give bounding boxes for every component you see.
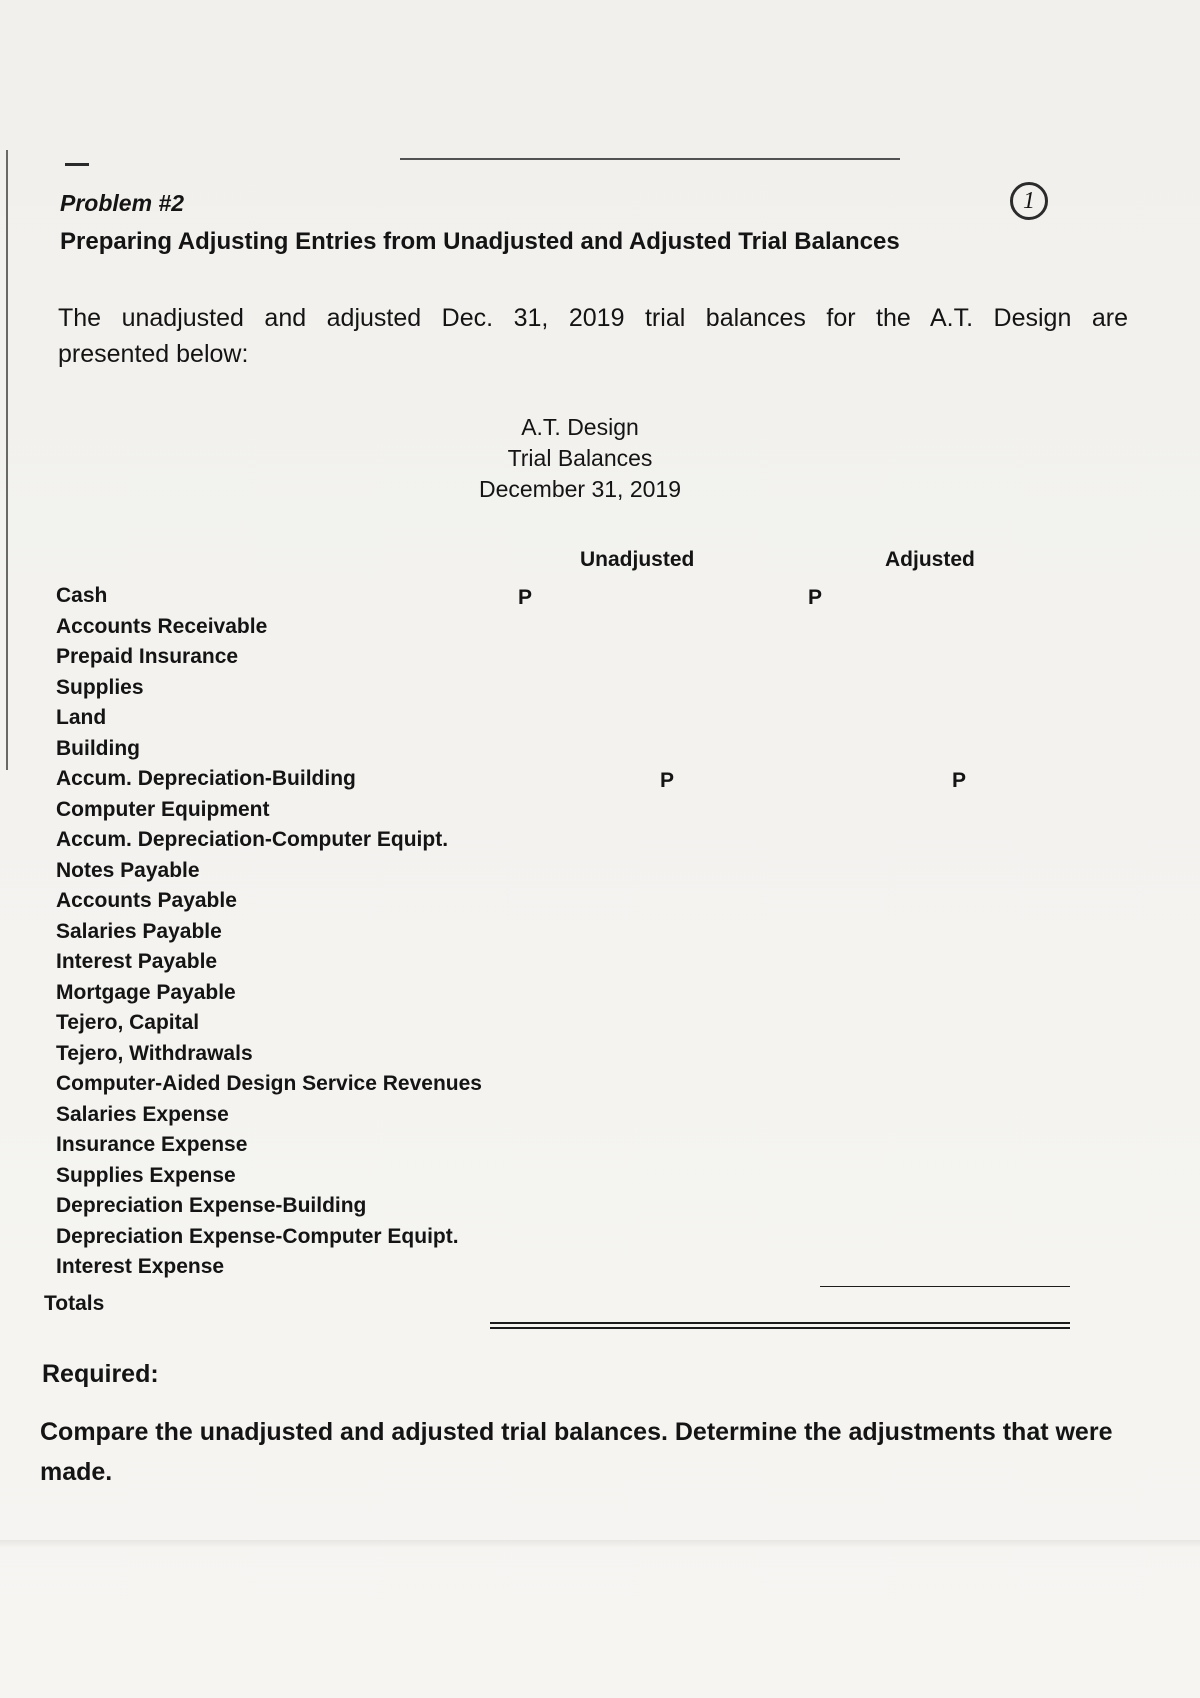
peso-sign: P xyxy=(952,769,967,792)
account-name: Computer Equipment xyxy=(56,797,270,821)
account-name: Salaries Expense xyxy=(56,1102,229,1126)
account-name: Supplies xyxy=(56,675,144,699)
problem-title: Preparing Adjusting Entries from Unadjusted and Adjusted Trial Balances xyxy=(60,228,900,255)
statement-name: Trial Balances xyxy=(507,445,653,471)
required-text: Compare the unadjusted and adjusted trial balances. Determine the adjustments that were made. xyxy=(40,1418,1113,1486)
totals-underline-2 xyxy=(490,1327,1070,1329)
account-name: Notes Payable xyxy=(56,858,200,882)
page-fold-shadow xyxy=(0,1540,1200,1548)
account-name: Depreciation Expense-Building xyxy=(56,1194,367,1217)
account-name: Accounts Payable xyxy=(56,889,237,912)
account-name: Tejero, Withdrawals xyxy=(56,1041,253,1065)
intro-line-1: The unadjusted and adjusted Dec. 31, 2019 trial balances for the A.T. Design are xyxy=(58,304,1128,332)
top-rule xyxy=(400,158,900,160)
column-header-adjusted: Adjusted xyxy=(885,548,975,571)
company-name: A.T. Design xyxy=(521,414,639,440)
account-name: Accum. Depreciation-Building xyxy=(56,767,356,790)
column-header-unadjusted: Unadjusted xyxy=(580,548,695,571)
account-name: Computer-Aided Design Service Revenues xyxy=(56,1072,482,1095)
account-name: Prepaid Insurance xyxy=(56,645,239,668)
account-name: Land xyxy=(56,706,107,729)
account-name: Mortgage Payable xyxy=(56,980,236,1004)
account-name: Supplies Expense xyxy=(56,1163,236,1187)
totals-underline-1 xyxy=(490,1322,1070,1324)
account-name: Accounts Receivable xyxy=(56,614,268,638)
peso-sign: P xyxy=(518,586,533,609)
account-name: Cash xyxy=(56,584,108,607)
totals-topline xyxy=(820,1286,1070,1287)
problem-number: Problem #2 xyxy=(60,190,184,216)
peso-sign: P xyxy=(660,769,675,792)
top-tick xyxy=(65,163,89,166)
account-name: Accum. Depreciation-Computer Equipt. xyxy=(56,828,449,851)
account-name: Salaries Payable xyxy=(56,919,222,943)
account-name: Building xyxy=(56,736,140,760)
statement-date: December 31, 2019 xyxy=(478,476,681,502)
account-name: Insurance Expense xyxy=(56,1133,248,1156)
totals-label: Totals xyxy=(44,1291,105,1315)
intro-line-2: presented below: xyxy=(58,340,249,368)
peso-sign: P xyxy=(808,586,823,609)
statement-header xyxy=(440,412,720,505)
account-name: Interest Payable xyxy=(56,950,218,973)
required-label: Required: xyxy=(42,1360,159,1388)
account-name: Interest Expense xyxy=(56,1255,225,1278)
account-name: Depreciation Expense-Computer Equipt. xyxy=(56,1224,459,1248)
account-name: Tejero, Capital xyxy=(56,1011,200,1034)
handwritten-circle-mark: 1 xyxy=(1010,182,1048,220)
binding-edge xyxy=(6,150,8,770)
